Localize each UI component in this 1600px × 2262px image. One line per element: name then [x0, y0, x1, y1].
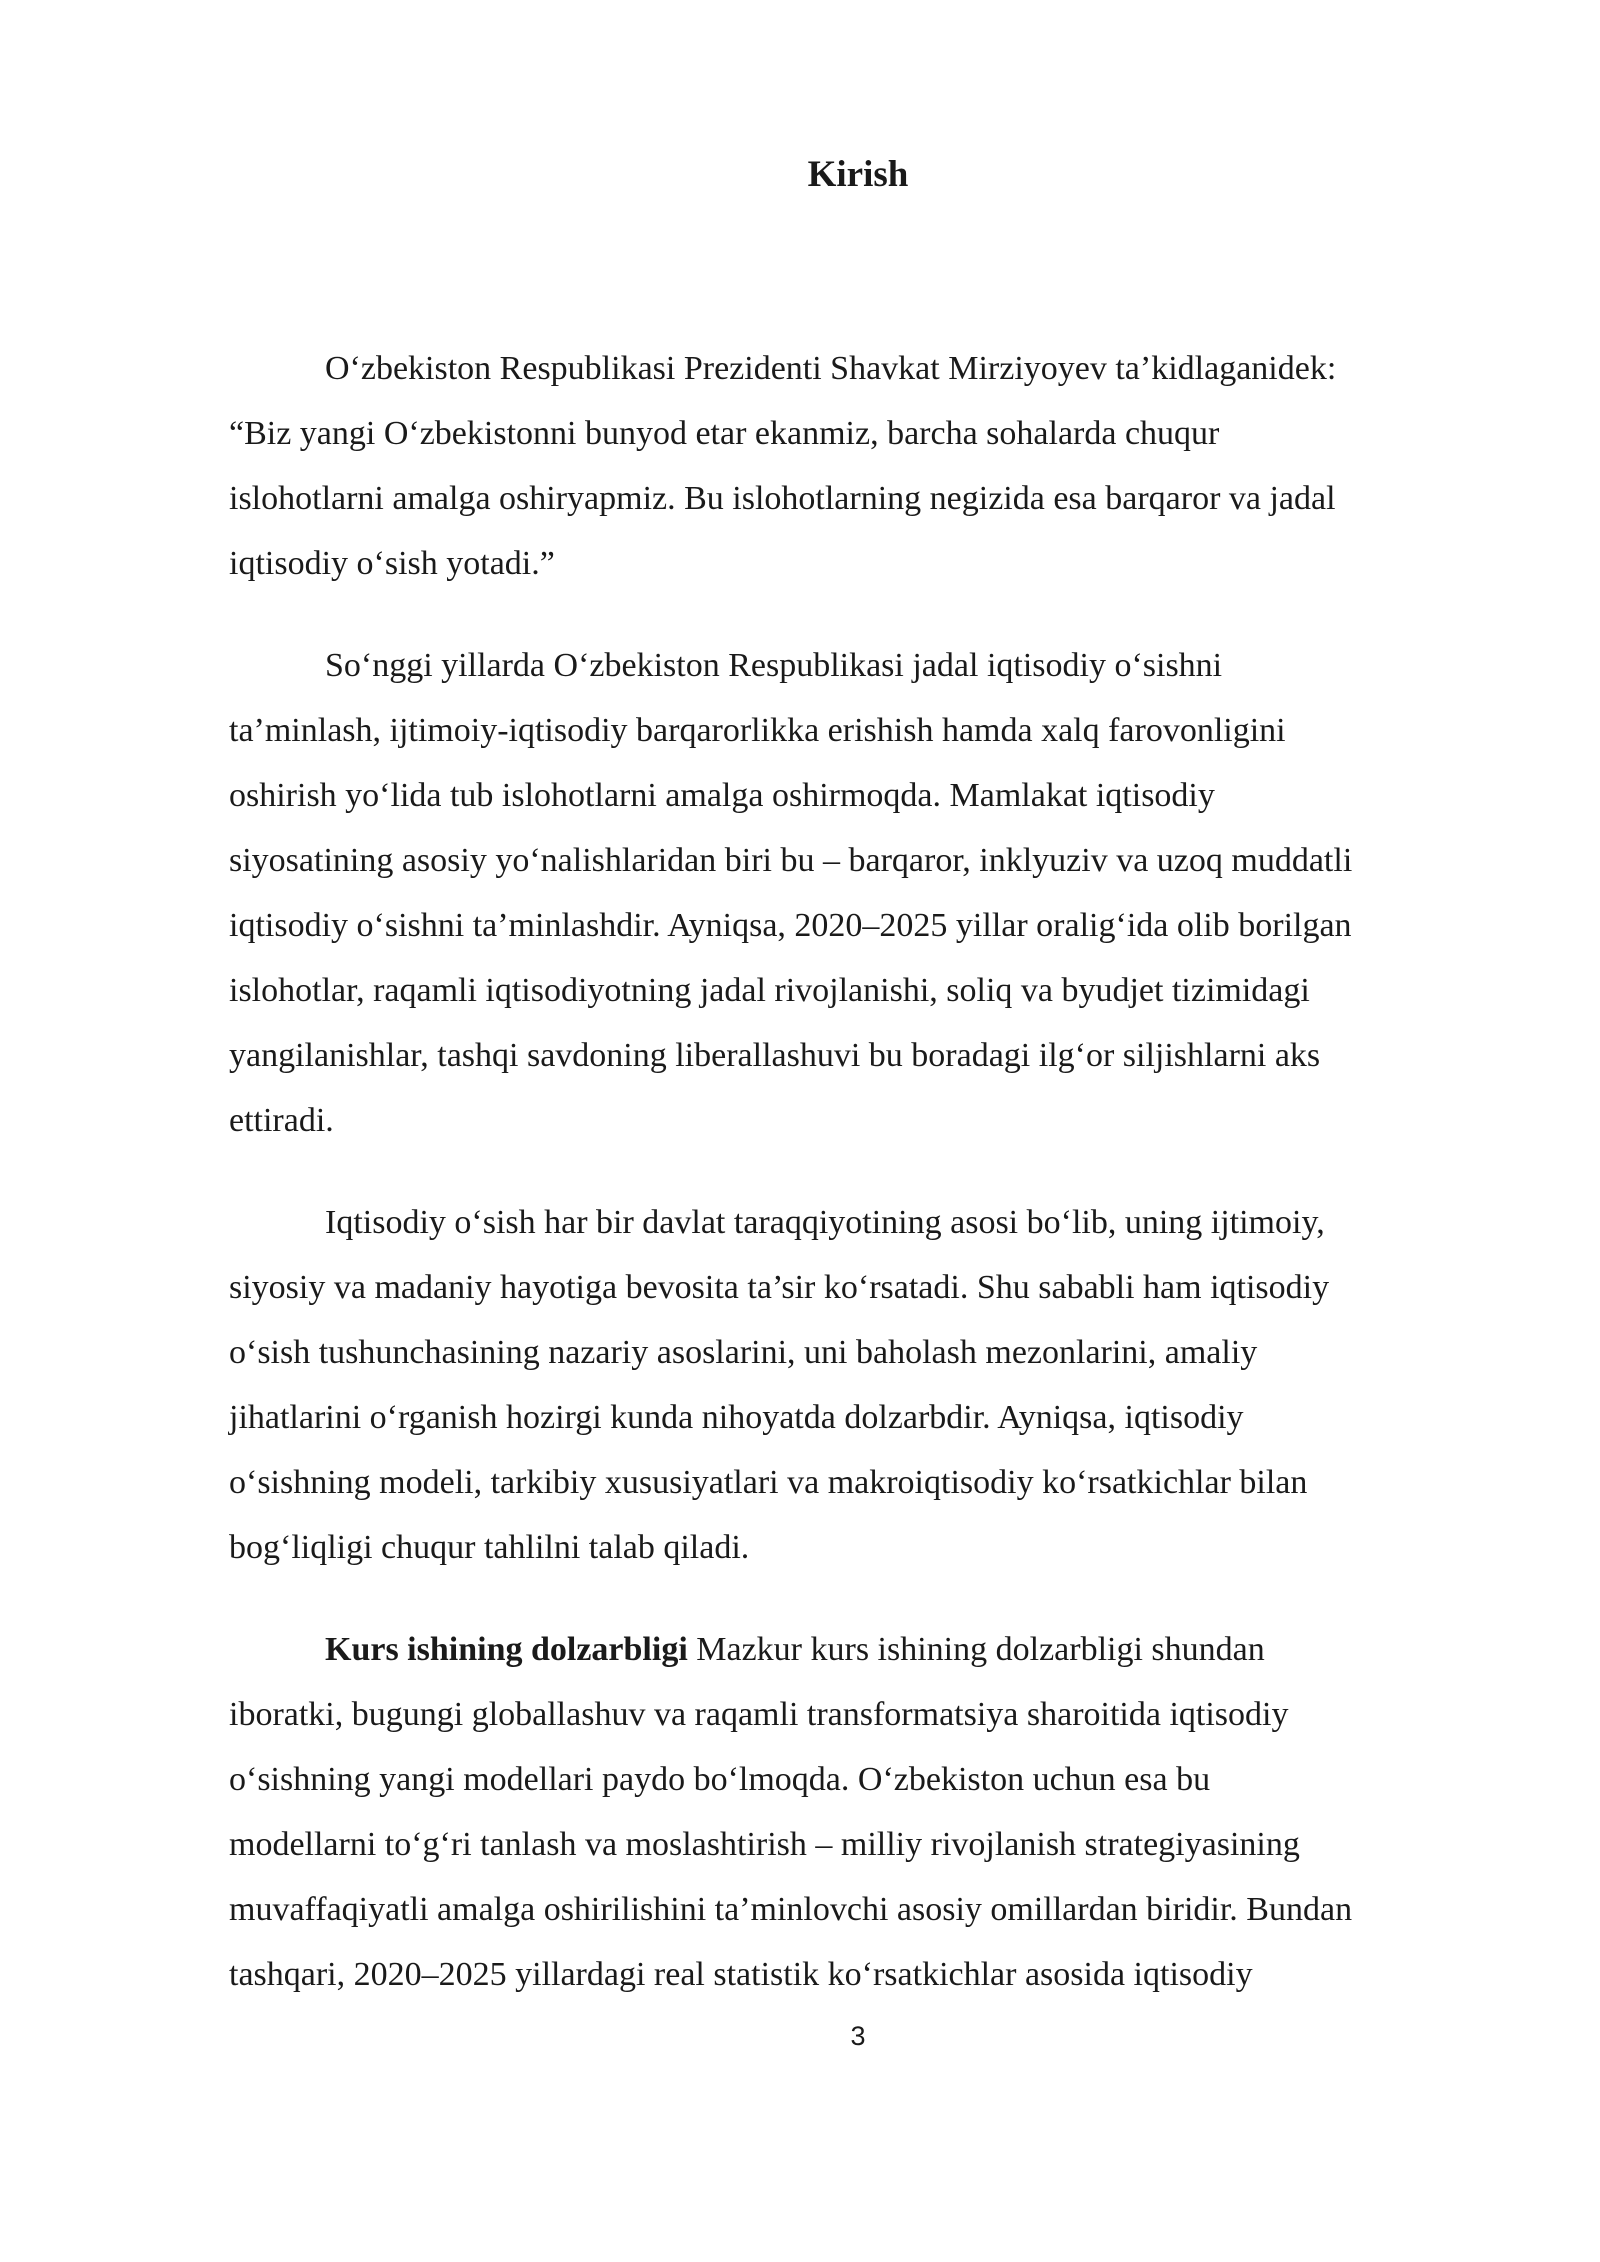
text-line: iqtisodiy o‘sish yotadi.”	[229, 545, 555, 582]
text-line	[229, 1617, 1484, 1682]
text-line: siyosatining asosiy yo‘nalishlaridan biri bu – barqaror, inklyuziv va uzoq muddatli	[229, 842, 1353, 879]
text-line: o‘sish tushunchasining nazariy asoslarini, uni baholash mezonlarini, amaliy	[229, 1334, 1258, 1371]
relevance-heading: Kurs ishining dolzarbligi	[325, 1631, 688, 1668]
text-line: yangilanishlar, tashqi savdoning liberallashuvi bu boradagi ilg‘or siljishlarni aks	[229, 1037, 1321, 1074]
text-line: So‘nggi yillarda O‘zbekiston Respublikasi jadal iqtisodiy o‘sishni	[325, 647, 1223, 684]
paragraph-relevance	[229, 1617, 1484, 2007]
text-line: siyosiy va madaniy hayotiga bevosita ta’sir ko‘rsatadi. Shu sababli ham iqtisodiy	[229, 1269, 1330, 1306]
text-line: islohotlar, raqamli iqtisodiyotning jadal rivojlanishi, soliq va byudjet tizimidagi	[229, 972, 1310, 1009]
text-line: ettiradi.	[229, 1102, 334, 1139]
text-line: oshirish yo‘lida tub islohotlarni amalga oshirmoqda. Mamlakat iqtisodiy	[229, 777, 1215, 814]
body-text	[229, 336, 1484, 2044]
text-line: modellarni to‘g‘ri tanlash va moslashtirish – milliy rivojlanish strategiyasining	[229, 1826, 1300, 1863]
paragraph-recent-years	[229, 633, 1484, 1153]
text-line: ta’minlash, ijtimoiy-iqtisodiy barqarorlikka erishish hamda xalq farovonligini	[229, 712, 1286, 749]
text-line: “Biz yangi O‘zbekistonni bunyod etar ekanmiz, barcha sohalarda chuqur	[229, 415, 1220, 452]
text-line: o‘sishning modeli, tarkibiy xususiyatlari va makroiqtisodiy ko‘rsatkichlar bilan	[229, 1464, 1308, 1501]
text-run: Mazkur kurs ishining dolzarbligi shundan	[687, 1631, 1265, 1668]
text-line: muvaffaqiyatli amalga oshirilishini ta’minlovchi asosiy omillardan biridir. Bundan	[229, 1891, 1353, 1928]
text-line: Iqtisodiy o‘sish har bir davlat taraqqiyotining asosi bo‘lib, uning ijtimoiy,	[325, 1204, 1325, 1241]
page-number: 3	[850, 2021, 866, 2051]
text-line: islohotlarni amalga oshiryapmiz. Bu islohotlarning negizida esa barqaror va jadal	[229, 480, 1336, 517]
section-title: Kirish	[807, 154, 909, 195]
text-line: iboratki, bugungi globallashuv va raqamli transformatsiya sharoitida iqtisodiy	[229, 1696, 1289, 1733]
text-line: bog‘liqligi chuqur tahlilni talab qiladi.	[229, 1529, 750, 1566]
text-line: jihatlarini o‘rganish hozirgi kunda nihoyatda dolzarbdir. Ayniqsa, iqtisodiy	[229, 1399, 1244, 1436]
text-line: O‘zbekiston Respublikasi Prezidenti Shavkat Mirziyoyev ta’kidlaganidek:	[325, 350, 1337, 387]
paragraph-economic-growth	[229, 1190, 1484, 1580]
text-line: iqtisodiy o‘sishni ta’minlashdir. Ayniqsa, 2020–2025 yillar oralig‘ida olib borilgan	[229, 907, 1352, 944]
text-line: tashqari, 2020–2025 yillardagi real statistik ko‘rsatkichlar asosida iqtisodiy	[229, 1956, 1253, 1993]
paragraph-intro-quote	[229, 336, 1484, 596]
text-line: o‘sishning yangi modellari paydo bo‘lmoqda. O‘zbekiston uchun esa bu	[229, 1761, 1211, 1798]
